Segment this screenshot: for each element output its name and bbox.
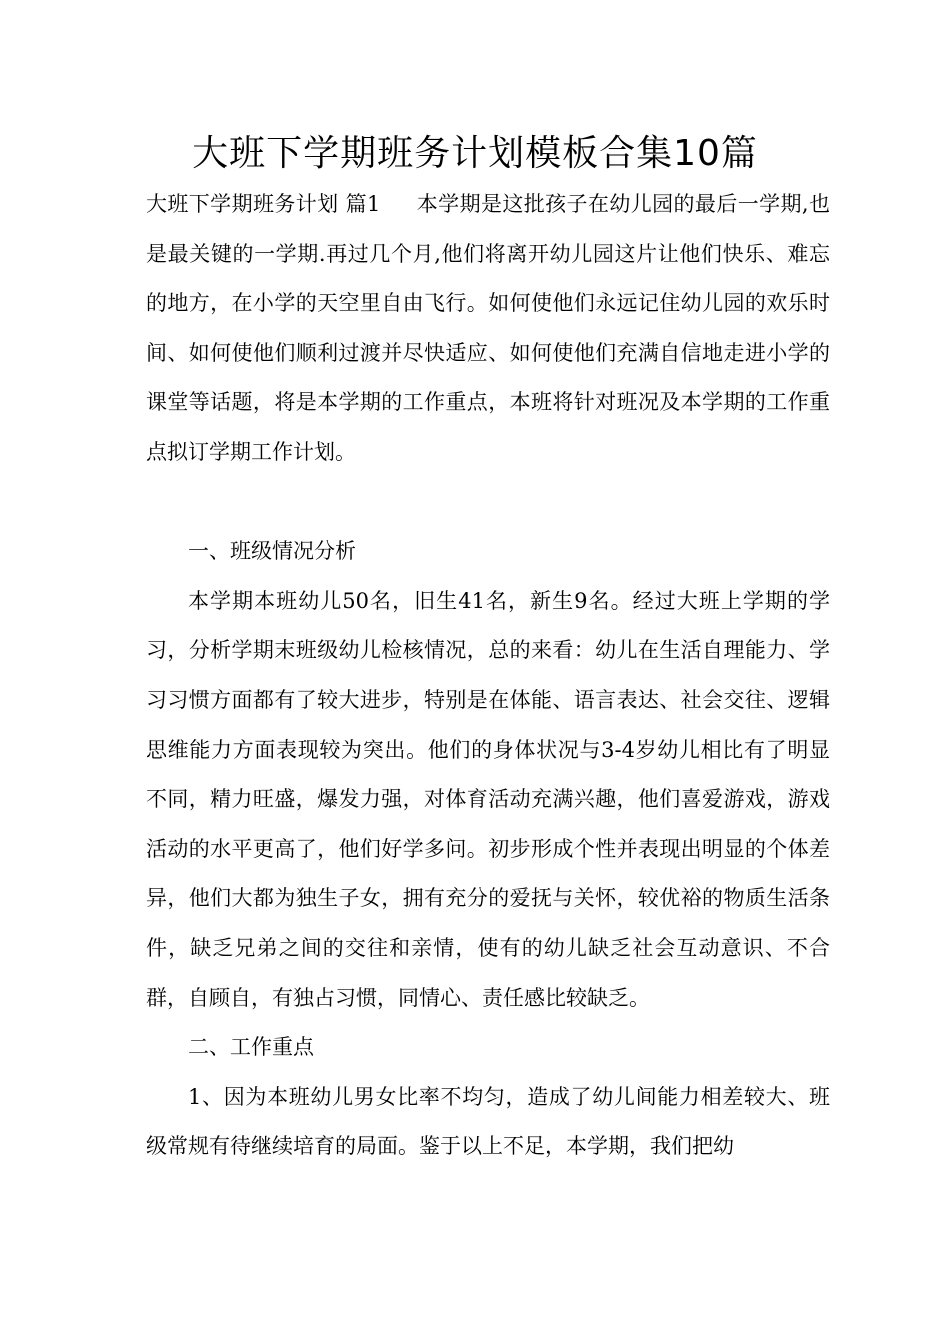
document-title: 大班下学期班务计划模板合集10篇: [192, 133, 758, 174]
intro-text: 本学期是这批孩子在幼儿园的最后一学期,也是最关键的一学期.再过几个月,他们将离开幼儿园这片让他们快乐、难忘的地方，在小学的天空里自由飞行。如何使他们永远记住幼儿园的欢乐时间、如何使他们顺利过渡并尽快适应、如何使他们充满自信地走进小学的课堂等话题，将是本学期的工作重点，本班将针对班况及本学期的工作重点拟订学期工作计划。: [146, 192, 830, 464]
intro-paragraph: [146, 180, 830, 478]
intro-label: 大班下学期班务计划 篇1: [146, 192, 381, 216]
section-paragraph-2: 1、因为本班幼儿男女比率不均匀，造成了幼儿间能力相差较大、班级常规有待继续培育的局面。鉴于以上不足，本学期，我们把幼: [146, 1084, 830, 1159]
section-heading-1: 一、班级情况分析: [188, 539, 356, 564]
section-heading-2: 二、工作重点: [188, 1035, 314, 1060]
section-paragraph-1: 本学期本班幼儿50名，旧生41名，新生9名。经过大班上学期的学习，分析学期末班级幼儿检核情况，总的来看：幼儿在生活自理能力、学习习惯方面都有了较大进步，特别是在体能、语言表达、社会交往、逻辑思维能力方面表现较为突出。他们的身体状况与3-4岁幼儿相比有了明显不同，精力旺盛，爆发力强，对体育活动充满兴趣，他们喜爱游戏，游戏活动的水平更高了，他们好学多问。初步形成个性并表现出明显的个体差异，他们大都为独生子女，拥有充分的爱抚与关怀，较优裕的物质生活条件，缺乏兄弟之间的交往和亲情，使有的幼儿缺乏社会互动意识、不合群，自顾自，有独占习惯，同情心、责任感比较缺乏。: [146, 588, 830, 1010]
document-body: [146, 180, 830, 1172]
paragraph-gap: [146, 478, 830, 528]
